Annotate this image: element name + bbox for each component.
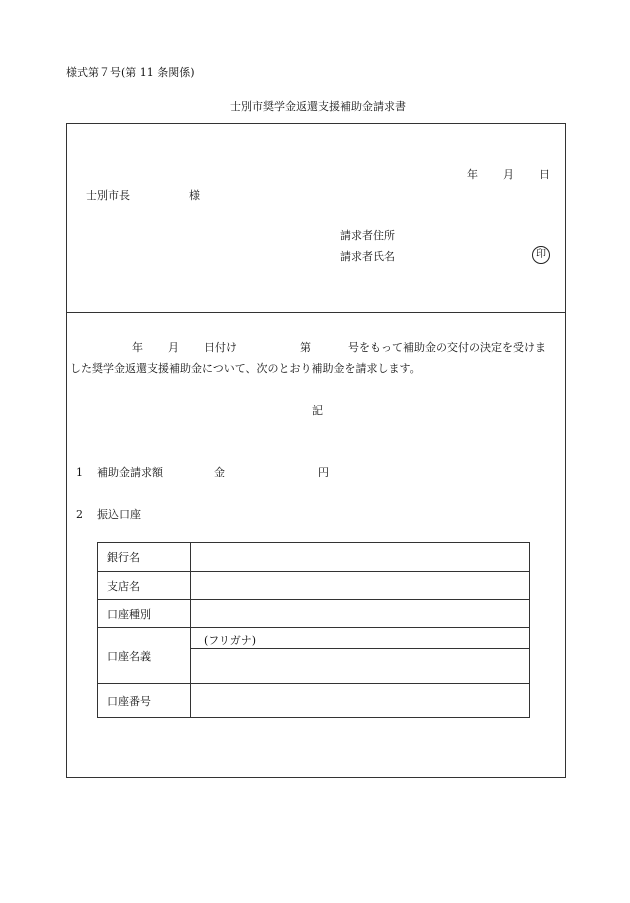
- ki-heading: 記: [312, 404, 323, 417]
- body-year: 年: [132, 341, 143, 354]
- body-dated: 日付け: [204, 341, 237, 354]
- body-no: 第: [300, 341, 311, 354]
- date-month-label: 月: [503, 168, 514, 181]
- item2-number: 2: [76, 508, 83, 521]
- form-number: 様式第７号(第 11 条関係): [66, 66, 195, 79]
- bank-name-field[interactable]: [191, 543, 530, 572]
- account-type-label: 口座種別: [98, 600, 191, 628]
- account-holder-field[interactable]: [191, 649, 530, 684]
- item1-label: 補助金請求額: [97, 466, 163, 479]
- item2-label: 振込口座: [97, 508, 141, 521]
- amount-yen: 円: [318, 466, 329, 479]
- section-divider: [66, 312, 566, 313]
- requester-address-label: 請求者住所: [340, 229, 395, 242]
- seal-mark: 印: [532, 246, 550, 264]
- requester-name-label: 請求者氏名: [340, 250, 395, 263]
- addressee-honorific: 様: [189, 189, 200, 202]
- furigana-field[interactable]: [191, 628, 530, 649]
- date-year-label: 年: [467, 168, 478, 181]
- branch-name-label: 支店名: [98, 572, 191, 600]
- furigana-label: (フリガナ): [204, 634, 257, 647]
- item1-number: 1: [76, 466, 83, 479]
- bank-name-label: 銀行名: [98, 543, 191, 572]
- branch-name-field[interactable]: [191, 572, 530, 600]
- document-title: 士別市奨学金返還支援補助金請求書: [230, 100, 406, 113]
- account-number-field[interactable]: [191, 684, 530, 718]
- account-type-field[interactable]: [191, 600, 530, 628]
- body-text-line2: した奨学金返還支援補助金について、次のとおり補助金を請求します。: [70, 362, 421, 375]
- body-text-line1: 号をもって補助金の交付の決定を受けま: [348, 341, 546, 354]
- addressee-name: 士別市長: [86, 189, 130, 202]
- date-day-label: 日: [539, 168, 550, 181]
- bank-account-table: [97, 542, 530, 718]
- body-month: 月: [168, 341, 179, 354]
- amount-kin: 金: [214, 466, 225, 479]
- account-holder-label: 口座名義: [98, 628, 191, 684]
- account-number-label: 口座番号: [98, 684, 191, 718]
